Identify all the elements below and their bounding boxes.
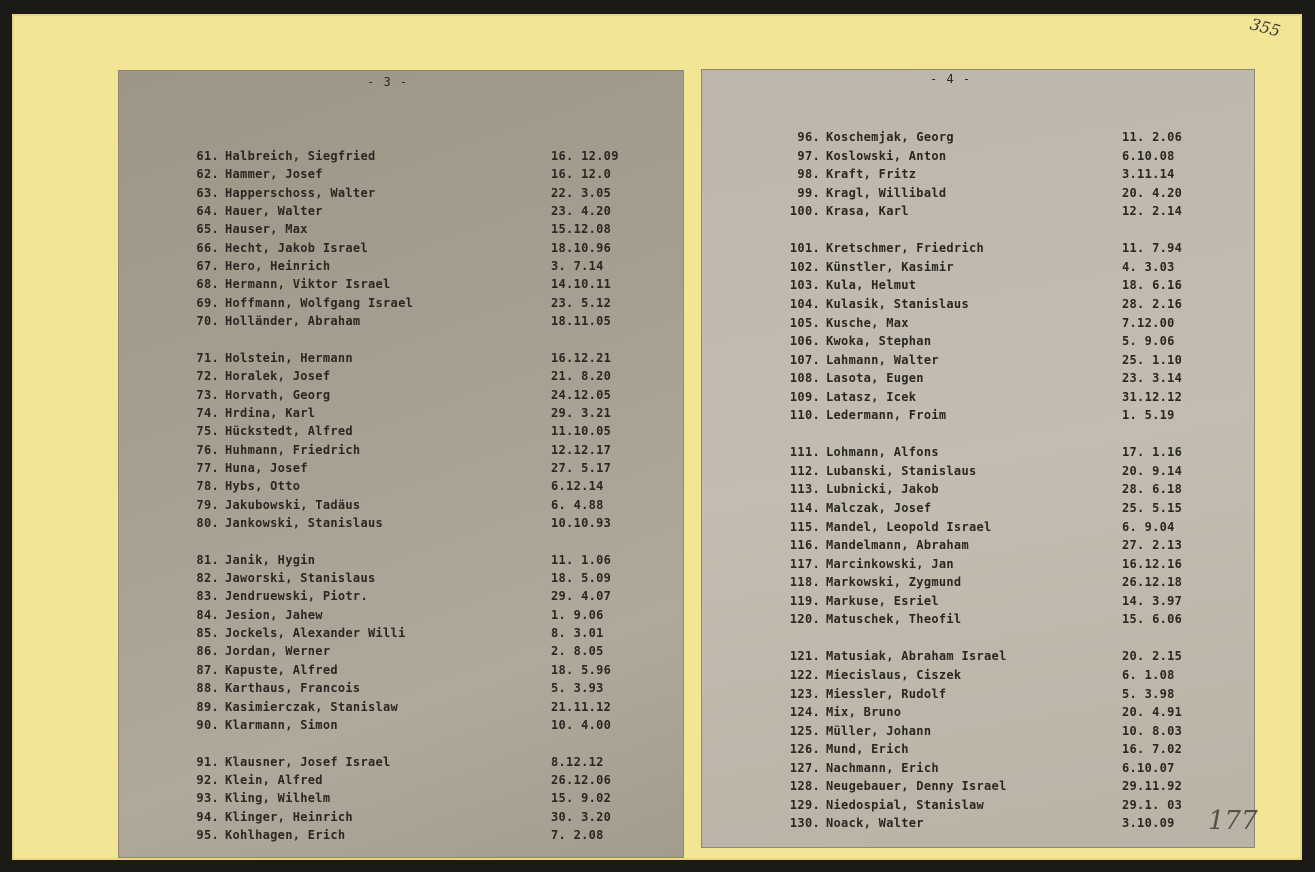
entry-number: 116. (789, 538, 820, 553)
entry-number: 103. (789, 278, 820, 293)
entry-name: Klarmann, Simon (225, 717, 338, 732)
table-row (181, 810, 631, 828)
table-row (778, 149, 1202, 167)
entry-name: Kling, Wilhelm (225, 791, 331, 806)
entry-number: 121. (789, 649, 820, 664)
table-row (778, 705, 1202, 723)
entry-name: Klein, Alfred (225, 772, 323, 787)
entry-birth-date: 24.12.05 (551, 387, 612, 402)
entry-number: 81. (196, 552, 219, 567)
entry-birth-date: 3.11.14 (1122, 167, 1175, 182)
table-row (181, 791, 631, 809)
entry-number: 90. (196, 717, 219, 732)
entry-birth-date: 11. 2.06 (1122, 130, 1183, 144)
entry-number: 127. (789, 760, 820, 775)
table-row (181, 222, 631, 240)
table-row (181, 149, 631, 167)
entry-number: 109. (789, 389, 820, 404)
entry-name: Jankowski, Stanislaus (225, 516, 384, 530)
entry-number: 87. (196, 662, 219, 677)
table-row (181, 443, 631, 461)
entry-birth-date: 1. 9.06 (551, 607, 604, 622)
entry-name: Miecislaus, Ciszek (826, 667, 962, 682)
entry-name: Kohlhagen, Erich (225, 827, 346, 842)
table-row (181, 461, 631, 479)
entry-name: Lohmann, Alfons (826, 445, 939, 460)
table-row (181, 663, 631, 681)
table-row (181, 571, 631, 589)
table-row (778, 408, 1202, 426)
entry-name: Miessler, Rudolf (826, 686, 947, 701)
entry-name: Kretschmer, Friedrich (826, 241, 985, 256)
entry-number: 111. (789, 445, 820, 460)
table-row (181, 553, 631, 571)
entry-name: Jockels, Alexander Willi (225, 626, 406, 641)
entry-number: 86. (196, 644, 219, 659)
entry-birth-date: 7.12.00 (1122, 315, 1175, 330)
table-row (181, 241, 631, 259)
table-row (778, 464, 1202, 482)
table-row (778, 761, 1202, 779)
table-row (181, 424, 631, 442)
table-row (778, 390, 1202, 408)
entry-name: Horvath, Georg (225, 387, 331, 402)
entry-number: 126. (789, 742, 820, 757)
entry-birth-date: 10. 8.03 (1122, 723, 1183, 738)
entry-number: 84. (196, 607, 219, 622)
table-row (181, 186, 631, 204)
entry-birth-date: 3. 7.14 (551, 259, 604, 274)
table-row (778, 779, 1202, 797)
entry-number: 69. (196, 295, 219, 310)
entry-number: 76. (196, 442, 219, 457)
entry-name: Krasa, Karl (826, 204, 909, 219)
entry-name: Marcinkowski, Jan (826, 556, 954, 571)
entry-number: 112. (789, 463, 820, 478)
entry-name: Matuschek, Theofil (826, 612, 962, 627)
entry-birth-date: 18. 5.09 (551, 571, 612, 586)
entry-birth-date: 29.11.92 (1122, 779, 1183, 794)
page-number: - 4 - (930, 72, 972, 86)
entry-name: Hybs, Otto (225, 479, 301, 494)
entry-birth-date: 25. 1.10 (1122, 352, 1183, 367)
entry-name: Noack, Walter (826, 816, 924, 831)
entry-birth-date: 5. 3.98 (1122, 686, 1175, 701)
entry-number: 96. (797, 130, 820, 144)
entry-name: Jaworski, Stanislaus (225, 571, 376, 586)
table-row (181, 644, 631, 662)
entry-number: 73. (196, 387, 219, 402)
table-row (778, 668, 1202, 686)
table-row (778, 353, 1202, 371)
table-row (778, 204, 1202, 222)
entry-name: Hecht, Jakob Israel (225, 240, 368, 255)
entry-number: 113. (789, 482, 820, 497)
entry-number: 106. (789, 334, 820, 349)
entry-birth-date: 16. 12.09 (551, 149, 619, 163)
entry-name: Halbreich, Siegfried (225, 149, 376, 163)
entry-number: 83. (196, 589, 219, 604)
entry-number: 108. (789, 371, 820, 386)
entry-number: 70. (196, 314, 219, 329)
entry-number: 97. (797, 148, 820, 163)
entry-birth-date: 18. 6.16 (1122, 278, 1183, 293)
entry-number: 130. (789, 816, 820, 831)
table-row (778, 260, 1202, 278)
table-row (778, 612, 1202, 630)
entry-birth-date: 12. 2.14 (1122, 204, 1183, 219)
table-row (181, 773, 631, 791)
entry-number: 74. (196, 405, 219, 420)
entry-birth-date: 20. 4.91 (1122, 705, 1183, 720)
entry-name: Koschemjak, Georg (826, 130, 954, 144)
entry-number: 118. (789, 575, 820, 590)
table-row (181, 718, 631, 736)
entry-birth-date: 1. 5.19 (1122, 408, 1175, 423)
table-row (181, 700, 631, 718)
entry-birth-date: 5. 3.93 (551, 681, 604, 696)
entry-number: 61. (196, 149, 219, 163)
entry-number: 79. (196, 497, 219, 512)
entry-name: Nachmann, Erich (826, 760, 939, 775)
entry-birth-date: 16. 7.02 (1122, 742, 1183, 757)
table-row (778, 798, 1202, 816)
entry-birth-date: 10.10.93 (551, 516, 612, 530)
entry-name: Lahmann, Walter (826, 352, 939, 367)
entry-name: Hückstedt, Alfred (225, 424, 353, 439)
entry-birth-date: 31.12.12 (1122, 389, 1183, 404)
entry-name: Kraft, Fritz (826, 167, 917, 182)
entry-name: Kasimierczak, Stanislaw (225, 699, 399, 714)
entry-birth-date: 2. 8.05 (551, 644, 604, 659)
entry-name: Müller, Johann (826, 723, 932, 738)
entry-name: Markowski, Zygmund (826, 575, 962, 590)
entry-name: Hero, Heinrich (225, 259, 331, 274)
table-row (778, 316, 1202, 334)
entry-birth-date: 28. 2.16 (1122, 296, 1183, 311)
entry-name: Niedospial, Stanislaw (826, 797, 985, 812)
table-row (778, 724, 1202, 742)
table-row (181, 204, 631, 222)
document-page-4 (702, 70, 1254, 847)
entry-name: Lubanski, Stanislaus (826, 463, 977, 478)
entry-name: Markuse, Esriel (826, 593, 939, 608)
entry-birth-date: 27. 5.17 (551, 460, 612, 475)
entry-birth-date: 30. 3.20 (551, 809, 612, 824)
entry-number: 94. (196, 809, 219, 824)
entry-name: Kulasik, Stanislaus (826, 296, 969, 311)
entry-number: 107. (789, 352, 820, 367)
entry-number: 91. (196, 754, 219, 769)
entry-number: 119. (789, 593, 820, 608)
entry-number: 66. (196, 240, 219, 255)
entry-number: 64. (196, 204, 219, 219)
entry-birth-date: 17. 1.16 (1122, 445, 1183, 460)
table-row (778, 520, 1202, 538)
entry-name: Kragl, Willibald (826, 185, 947, 200)
entry-number: 98. (797, 167, 820, 182)
entry-number: 115. (789, 519, 820, 534)
entry-number: 82. (196, 571, 219, 586)
table-row (181, 406, 631, 424)
table-row (778, 575, 1202, 593)
entry-name: Kusche, Max (826, 315, 909, 330)
entry-birth-date: 11. 1.06 (551, 552, 612, 567)
entry-birth-date: 3.10.09 (1122, 816, 1175, 831)
entry-number: 102. (789, 259, 820, 274)
entry-birth-date: 20. 9.14 (1122, 463, 1183, 478)
entry-number: 78. (196, 479, 219, 494)
entry-name: Mix, Bruno (826, 705, 902, 720)
corner-pencil-mark: 355 (1248, 14, 1283, 41)
entry-number: 89. (196, 699, 219, 714)
entry-birth-date: 23. 3.14 (1122, 371, 1183, 386)
entry-name: Janik, Hygin (225, 552, 316, 567)
table-row (181, 296, 631, 314)
entry-birth-date: 25. 5.15 (1122, 501, 1183, 515)
entry-birth-date: 6.10.07 (1122, 760, 1175, 775)
entry-name: Horalek, Josef (225, 369, 331, 384)
entry-name: Ledermann, Froim (826, 408, 947, 423)
entry-birth-date: 8.12.12 (551, 754, 604, 769)
entry-name: Jakubowski, Tadäus (225, 497, 361, 512)
entry-name: Mandelmann, Abraham (826, 538, 969, 553)
entry-name: Jendruewski, Piotr. (225, 589, 368, 604)
entry-birth-date: 27. 2.13 (1122, 538, 1183, 553)
table-row (181, 626, 631, 644)
entry-number: 101. (789, 241, 820, 256)
entry-number: 99. (797, 185, 820, 200)
entry-number: 129. (789, 797, 820, 812)
entry-number: 123. (789, 686, 820, 701)
entry-birth-date: 6. 4.88 (551, 497, 604, 512)
entry-name: Kapuste, Alfred (225, 662, 338, 677)
entry-name: Klinger, Heinrich (225, 809, 353, 824)
table-row (181, 369, 631, 387)
entry-birth-date: 29. 4.07 (551, 589, 612, 604)
table-row (778, 538, 1202, 556)
entry-birth-date: 15.12.08 (551, 222, 612, 237)
entry-number: 122. (789, 667, 820, 682)
entry-birth-date: 18. 5.96 (551, 662, 612, 677)
entry-birth-date: 21. 8.20 (551, 369, 612, 384)
table-row (778, 649, 1202, 667)
entry-birth-date: 23. 5.12 (551, 295, 612, 310)
handwritten-folio-number: 177 (1208, 806, 1258, 836)
entry-name: Hrdina, Karl (225, 405, 316, 420)
table-row (181, 388, 631, 406)
table-row (778, 278, 1202, 296)
entry-birth-date: 29. 3.21 (551, 405, 612, 420)
entry-birth-date: 6. 1.08 (1122, 667, 1175, 682)
entry-birth-date: 10. 4.00 (551, 717, 612, 732)
entry-birth-date: 16.12.16 (1122, 556, 1183, 571)
entry-birth-date: 8. 3.01 (551, 626, 604, 641)
entry-name: Hauer, Walter (225, 204, 323, 219)
yellow-mounting-board (12, 14, 1302, 860)
entry-birth-date: 29.1. 03 (1122, 797, 1183, 812)
entry-number: 85. (196, 626, 219, 641)
entry-name: Karthaus, Francois (225, 681, 361, 696)
entry-name: Kwoka, Stephan (826, 334, 932, 349)
entry-name: Jordan, Werner (225, 644, 331, 659)
entry-name: Hermann, Viktor Israel (225, 277, 391, 292)
table-row (181, 259, 631, 277)
entry-number: 95. (196, 827, 219, 842)
entry-name: Künstler, Kasimir (826, 259, 954, 274)
entry-name: Huhmann, Friedrich (225, 442, 361, 457)
table-row (181, 589, 631, 607)
entry-birth-date: 20. 2.15 (1122, 649, 1183, 664)
entry-number: 62. (196, 167, 219, 182)
entry-name: Hammer, Josef (225, 167, 323, 182)
table-row (778, 594, 1202, 612)
table-row (181, 681, 631, 699)
table-row (181, 479, 631, 497)
entry-number: 128. (789, 779, 820, 794)
entry-number: 105. (789, 315, 820, 330)
entry-name: Lasota, Eugen (826, 371, 924, 386)
entry-name: Holstein, Hermann (225, 350, 353, 365)
table-row (778, 816, 1202, 834)
entry-name: Malczak, Josef (826, 501, 932, 515)
entry-number: 71. (196, 350, 219, 365)
table-row (778, 186, 1202, 204)
entry-number: 125. (789, 723, 820, 738)
entry-number: 65. (196, 222, 219, 237)
entry-number: 80. (196, 516, 219, 530)
entry-number: 75. (196, 424, 219, 439)
entry-name: Kula, Helmut (826, 278, 917, 293)
table-row (778, 501, 1202, 519)
entry-name: Latasz, Icek (826, 389, 917, 404)
entry-birth-date: 6. 9.04 (1122, 519, 1175, 534)
entry-birth-date: 6.10.08 (1122, 148, 1175, 163)
entry-birth-date: 28. 6.18 (1122, 482, 1183, 497)
entry-name: Mandel, Leopold Israel (826, 519, 992, 534)
entry-birth-date: 12.12.17 (551, 442, 612, 457)
table-row (778, 297, 1202, 315)
entry-name: Klausner, Josef Israel (225, 754, 391, 769)
entry-birth-date: 20. 4.20 (1122, 185, 1183, 200)
entry-number: 67. (196, 259, 219, 274)
entry-name: Holländer, Abraham (225, 314, 361, 329)
entry-name: Mund, Erich (826, 742, 909, 757)
entry-number: 68. (196, 277, 219, 292)
entry-birth-date: 6.12.14 (551, 479, 604, 494)
entry-number: 110. (789, 408, 820, 423)
table-row (778, 482, 1202, 500)
entry-number: 93. (196, 791, 219, 806)
entry-birth-date: 7. 2.08 (551, 827, 604, 842)
table-row (778, 130, 1202, 148)
entry-birth-date: 18.11.05 (551, 314, 612, 329)
table-row (181, 351, 631, 369)
entry-birth-date: 11. 7.94 (1122, 241, 1183, 256)
entry-birth-date: 5. 9.06 (1122, 334, 1175, 349)
table-row (181, 167, 631, 185)
page-number: - 3 - (367, 75, 409, 89)
entry-name: Jesion, Jahew (225, 607, 323, 622)
entry-number: 72. (196, 369, 219, 384)
entry-name: Happerschoss, Walter (225, 185, 376, 200)
entry-birth-date: 15. 6.06 (1122, 612, 1183, 627)
entry-birth-date: 16.12.21 (551, 350, 612, 365)
entry-birth-date: 14.10.11 (551, 277, 612, 292)
table-row (778, 687, 1202, 705)
entry-number: 88. (196, 681, 219, 696)
table-row (778, 742, 1202, 760)
entry-number: 114. (789, 501, 820, 515)
table-row (778, 557, 1202, 575)
table-row (778, 241, 1202, 259)
entry-number: 92. (196, 772, 219, 787)
entry-number: 63. (196, 185, 219, 200)
entry-number: 100. (789, 204, 820, 219)
entry-birth-date: 11.10.05 (551, 424, 612, 439)
table-row (778, 167, 1202, 185)
entry-name: Hoffmann, Wolfgang Israel (225, 295, 414, 310)
entry-name: Lubnicki, Jakob (826, 482, 939, 497)
entry-name: Matusiak, Abraham Israel (826, 649, 1007, 664)
entry-name: Hauser, Max (225, 222, 308, 237)
entry-birth-date: 16. 12.0 (551, 167, 612, 182)
entry-birth-date: 4. 3.03 (1122, 259, 1175, 274)
entry-number: 117. (789, 556, 820, 571)
entry-birth-date: 15. 9.02 (551, 791, 612, 806)
table-row (181, 608, 631, 626)
table-row (181, 755, 631, 773)
table-row (181, 498, 631, 516)
entry-name: Neugebauer, Denny Israel (826, 779, 1007, 794)
table-row (778, 371, 1202, 389)
table-row (181, 516, 631, 534)
entry-birth-date: 14. 3.97 (1122, 593, 1183, 608)
entry-number: 77. (196, 460, 219, 475)
table-row (181, 828, 631, 846)
entry-number: 124. (789, 705, 820, 720)
entry-number: 120. (789, 612, 820, 627)
entry-number: 104. (789, 296, 820, 311)
entry-birth-date: 21.11.12 (551, 699, 612, 714)
entry-birth-date: 26.12.18 (1122, 575, 1183, 590)
document-page-3 (119, 71, 683, 857)
table-row (181, 277, 631, 295)
entry-name: Koslowski, Anton (826, 148, 947, 163)
entry-name: Huna, Josef (225, 460, 308, 475)
entry-birth-date: 23. 4.20 (551, 204, 612, 219)
entry-birth-date: 18.10.96 (551, 240, 612, 255)
entry-birth-date: 26.12.06 (551, 772, 612, 787)
table-row (778, 445, 1202, 463)
table-row (778, 334, 1202, 352)
table-row (181, 314, 631, 332)
entry-birth-date: 22. 3.05 (551, 185, 612, 200)
